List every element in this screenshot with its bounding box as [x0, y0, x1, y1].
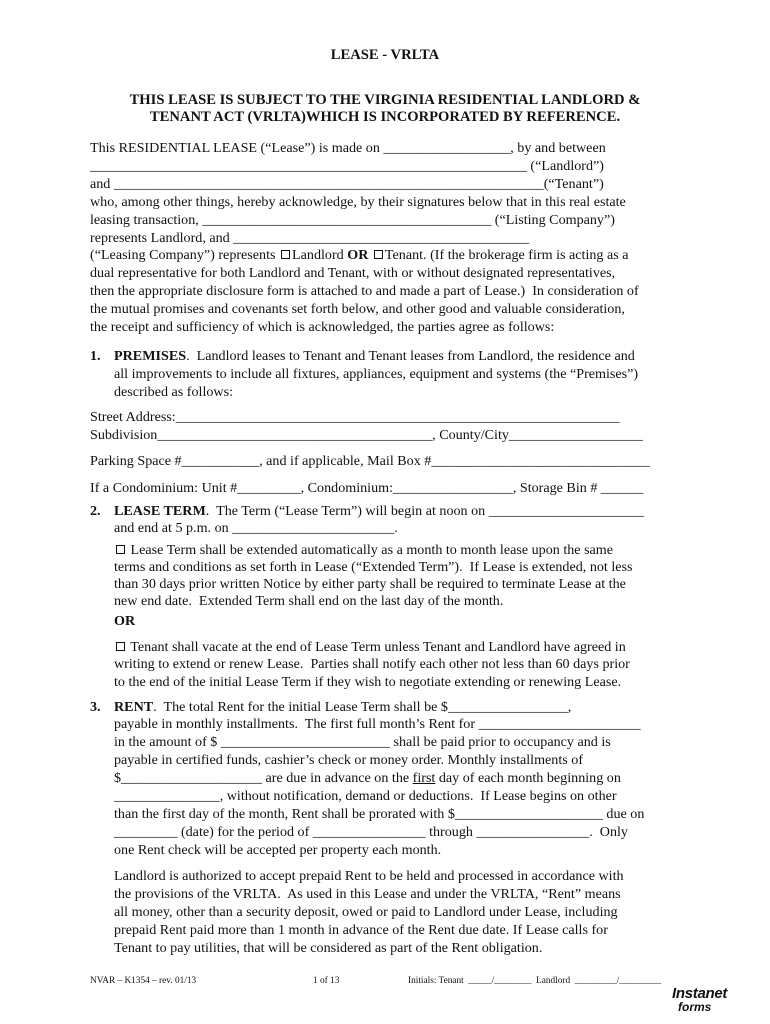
extend-term-checkbox[interactable] [116, 545, 125, 554]
or-label: OR [347, 247, 369, 263]
vacate-option-line [114, 638, 626, 656]
option-text: Tenant shall vacate at the end of Lease Term unless Tenant and Landlord have agreed in [130, 639, 626, 655]
subtitle-line-2: TENANT ACT (VRLTA)WHICH IS INCORPORATED BY REFERENCE. [149, 109, 621, 125]
section-number: 3. [90, 699, 101, 715]
landlord-checkbox[interactable] [281, 250, 290, 259]
subtitle-line-1: THIS LEASE IS SUBJECT TO THE VIRGINIA RESIDENTIAL LANDLORD & [129, 92, 641, 108]
total-rent-field[interactable] [114, 698, 571, 716]
option-text: Lease Term shall be extended automatically as a month to month lease upon the same [130, 542, 614, 558]
intro-line: the mutual promises and covenants set forth below, and other good and valuable consideration, [90, 301, 625, 317]
first-month-amount-field[interactable]: in the amount of $ ________________________ shall be paid prior to occupancy and is [114, 734, 611, 750]
rent-text: day of each month beginning on [435, 770, 621, 786]
section-number: 1. [90, 348, 101, 364]
first-underlined: first [412, 770, 436, 786]
section-1-line [114, 347, 635, 365]
instanet-forms-logo [672, 986, 727, 1013]
prorated-period-field[interactable]: _________ (date) for the period of ________________ through ________________. Only [114, 824, 628, 840]
parking-mailbox-field[interactable]: Parking Space #___________, and if applicable, Mail Box #_______________________________ [90, 453, 650, 469]
section-heading: PREMISES [114, 348, 187, 364]
prepaid-rent-line: the provisions of the VRLTA. As used in this Lease and under the VRLTA, “Rent” means [114, 886, 621, 902]
logo-line-1: Instanet [672, 985, 728, 1002]
rent-line: payable in certified funds, cashier’s check or money order. Monthly installments of [114, 752, 584, 768]
section-1-line: described as follows: [114, 384, 233, 400]
form-id: NVAR – K1354 – rev. 01/13 [90, 976, 197, 986]
intro-line: who, among other things, hereby acknowledge, by their signatures below that in this real estate [90, 194, 626, 210]
vacate-option-line: writing to extend or renew Lease. Parties shall notify each other not less than 60 days prior [114, 656, 630, 672]
intro-line: This RESIDENTIAL LEASE (“Lease”) is made on __________________, by and between [90, 140, 606, 156]
leasing-company-field[interactable]: represents Landlord, and __________________________________________ [90, 230, 530, 246]
section-number: 2. [90, 503, 101, 519]
prepaid-rent-line: Tenant to pay utilities, that will be considered as part of the Rent obligation. [114, 940, 543, 956]
intro-line: dual representative for both Landlord and Tenant, with or without designated representatives, [90, 265, 616, 281]
extend-option-line: terms and conditions as set forth in Lease (“Extended Term”). If Lease is extended, not less [114, 559, 633, 575]
initials-field[interactable]: Initials: Tenant _____/________ Landlord _________/_________ [408, 976, 662, 986]
section-text: . Landlord leases to Tenant and Tenant leases from Landlord, the residence and [186, 348, 635, 364]
section-text: . The total Rent for the initial Lease Term shall be $_________________, [153, 699, 572, 715]
vacate-checkbox[interactable] [116, 642, 125, 651]
tenant-name-field[interactable]: and _____________________________________________________________(“Tenant”) [90, 176, 604, 192]
landlord-name-field[interactable]: ______________________________________________________________ (“Landlord”) [90, 158, 604, 174]
monthly-installment-field[interactable] [114, 769, 621, 787]
document-title: LEASE - VRLTA [330, 47, 440, 63]
landlord-label: Landlord [292, 247, 344, 263]
extend-option-line [114, 541, 613, 559]
listing-company-field[interactable]: leasing transaction, _________________________________________ (“Listing Company”) [90, 212, 615, 228]
representation-text: (“Leasing Company”) represents [90, 247, 276, 263]
prepaid-rent-line: prepaid Rent paid more than 1 month in advance of the Rent due date. If Lease calls for [114, 922, 608, 938]
rent-text: $____________________ are due in advance on the [114, 770, 413, 786]
extend-option-line: than 30 days prior written Notice by either party shall be required to terminate Lease at the [114, 576, 626, 592]
representation-line [90, 246, 629, 264]
first-month-field[interactable]: payable in monthly installments. The first full month’s Rent for _______________________ [114, 716, 641, 732]
or-separator: OR [114, 613, 136, 629]
rent-line: one Rent check will be accepted per property each month. [114, 842, 442, 858]
logo-line-2: forms [678, 1000, 712, 1014]
section-heading: LEASE TERM [114, 503, 206, 519]
tenant-label: Tenant. (If the brokerage firm is acting as a [384, 247, 629, 263]
section-1-line: all improvements to include all fixtures, appliances, equipment and systems (the “Premises”) [114, 366, 639, 382]
lease-term-start-field[interactable] [114, 502, 644, 520]
extend-option-line: new end date. Extended Term shall end on the last day of the month. [114, 593, 504, 609]
prepaid-rent-line: all money, other than a security deposit, owed or paid to Landlord under Lease, including [114, 904, 618, 920]
intro-line: then the appropriate disclosure form is attached to and made a part of Lease.) In consideration of [90, 283, 639, 299]
prepaid-rent-line: Landlord is authorized to accept prepaid Rent to be held and processed in accordance with [114, 868, 624, 884]
beginning-date-field[interactable]: _______________, without notification, demand or deductions. If Lease begins on other [114, 788, 617, 804]
section-text: . The Term (“Lease Term”) will begin at noon on ______________________ [205, 503, 644, 519]
section-heading: RENT [114, 699, 154, 715]
intro-line: the receipt and sufficiency of which is acknowledged, the parties agree as follows: [90, 319, 555, 335]
vacate-option-line: to the end of the initial Lease Term if they wish to negotiate extending or renewing Lease. [114, 674, 622, 690]
subdivision-field[interactable]: Subdivision_______________________________________, County/City___________________ [90, 427, 643, 443]
tenant-checkbox[interactable] [374, 250, 383, 259]
prorated-rent-field[interactable]: than the first day of the month, Rent shall be prorated with $_____________________ due on [114, 806, 645, 822]
street-address-field[interactable]: Street Address:_______________________________________________________________ [90, 409, 620, 425]
condominium-field[interactable]: If a Condominium: Unit #_________, Condominium:_________________, Storage Bin # ______ [90, 480, 644, 496]
lease-term-end-field[interactable]: and end at 5 p.m. on _______________________. [114, 520, 398, 536]
page-number: 1 of 13 [313, 976, 340, 986]
